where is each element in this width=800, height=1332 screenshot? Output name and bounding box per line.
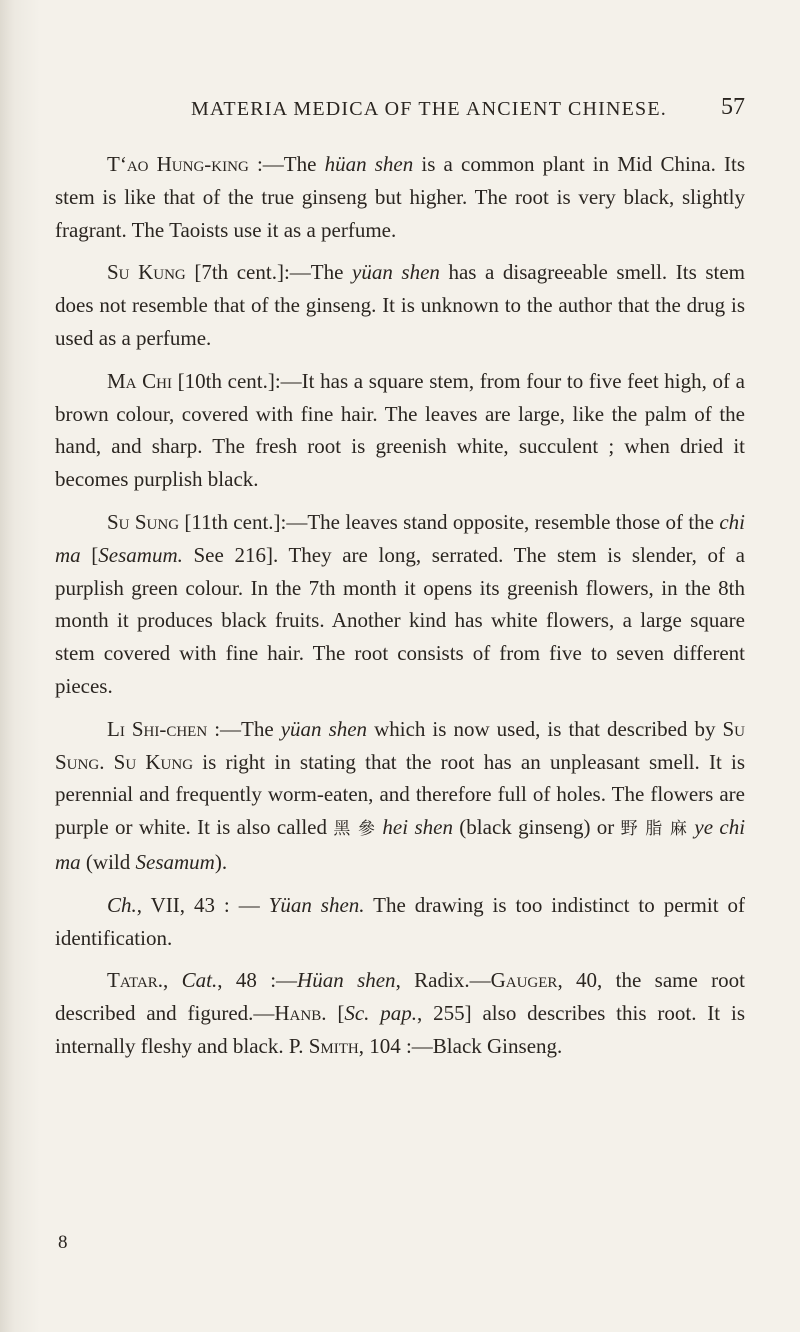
running-title: MATERIA MEDICA OF THE ANCIENT CHINESE. [191,98,667,120]
chinese-characters: 黑 參 [333,819,377,840]
term: Yüan shen. [268,892,365,917]
author-ref: P. Smith [288,1033,359,1058]
term: Sesamum [135,849,215,874]
term: hei shen [376,815,453,840]
author-ref: Gauger [490,968,558,993]
term: ye chi ma [55,815,746,874]
body-text [55,148,745,1073]
paragraph-ch: Ch., VII, 43 : — Yüan shen. The drawing is too indistinct to permit of identification. [55,892,745,950]
author-ref: Su Sung [55,716,745,774]
paragraph-su-kung: Su Kung [7th cent.]:—The yüan shen has a disagreeable smell. Its stem does not resemble that of the ginseng. It is unknown to the author that the drug is used as a perfume. [55,260,745,350]
author-ref: Hanb. [274,1001,327,1026]
term: Sesamum. [98,542,183,567]
source-ref: Ch. [107,892,137,917]
author-ref: Su Kung [113,749,194,774]
author-name: Su Sung [107,509,180,534]
page-number: 57 [721,94,745,120]
term: hüan shen [324,152,414,176]
paragraph-li-shi-chen: Li Shi-chen :—The yüan shen which is now used, is that described by Su Sung. Su Kung is right in stating that the root has an unpleasant smell. It is perennial and frequently worm-eaten, and therefore full of holes. The flowers are purple or white. It is also called 黑 參 hei shen (black ginseng) or 野 脂 麻 ye chi ma (wild Sesamum). [55,716,746,874]
term: yüan shen [352,260,440,285]
term: Hüan shen [297,968,396,993]
paragraph-tatar: Tatar., Cat., 48 :—Hüan shen, Radix.—Gauger, 40, the same root described and figured.—Hanb. [Sc. pap., 255] also describes this root. It is internally fleshy and black. P. Smith, 104 :—Black Ginseng. [55,968,745,1058]
signature-mark: 8 [58,1232,68,1253]
source-ref: Sc. pap. [344,1001,418,1026]
term: chi ma [55,509,745,567]
paragraph-su-sung: Su Sung [11th cent.]:—The leaves stand opposite, resemble those of the chi ma [Sesamum. See 216]. They are long, serrated. The stem is slender, of a purplish green colour. In the 7th month it opens its greenish flowers, in the 8th month it produces black fruits. Another kind has white flowers, a large square stem covered with fine hair. The root consists of from five to seven different pieces. [55,509,745,698]
author-name: T‘ao Hung-king [107,152,249,176]
author-name: Su Kung [107,260,186,285]
chinese-characters: 野 脂 麻 [620,819,689,840]
author-ref: Tatar. [107,968,164,993]
source-ref: Cat. [181,968,218,993]
paragraph-tao-hung-king: T‘ao Hung-king :—The hüan shen is a common plant in Mid China. Its stem is like that of the true ginseng but higher. The root is very black, slightly fragrant. The Taoists use it as a perfume. [55,152,746,242]
term: yüan shen [280,716,368,741]
author-name: Li Shi-chen [107,716,208,741]
author-name: Ma Chi [107,368,172,393]
paragraph-ma-chi: Ma Chi [10th cent.]:—It has a square stem, from four to five feet high, of a brown colour, covered with fine hair. The leaves are large, like the palm of the hand, and sharp. The fresh root is greenish white, succulent ; when dried it becomes purplish black. [55,368,745,492]
